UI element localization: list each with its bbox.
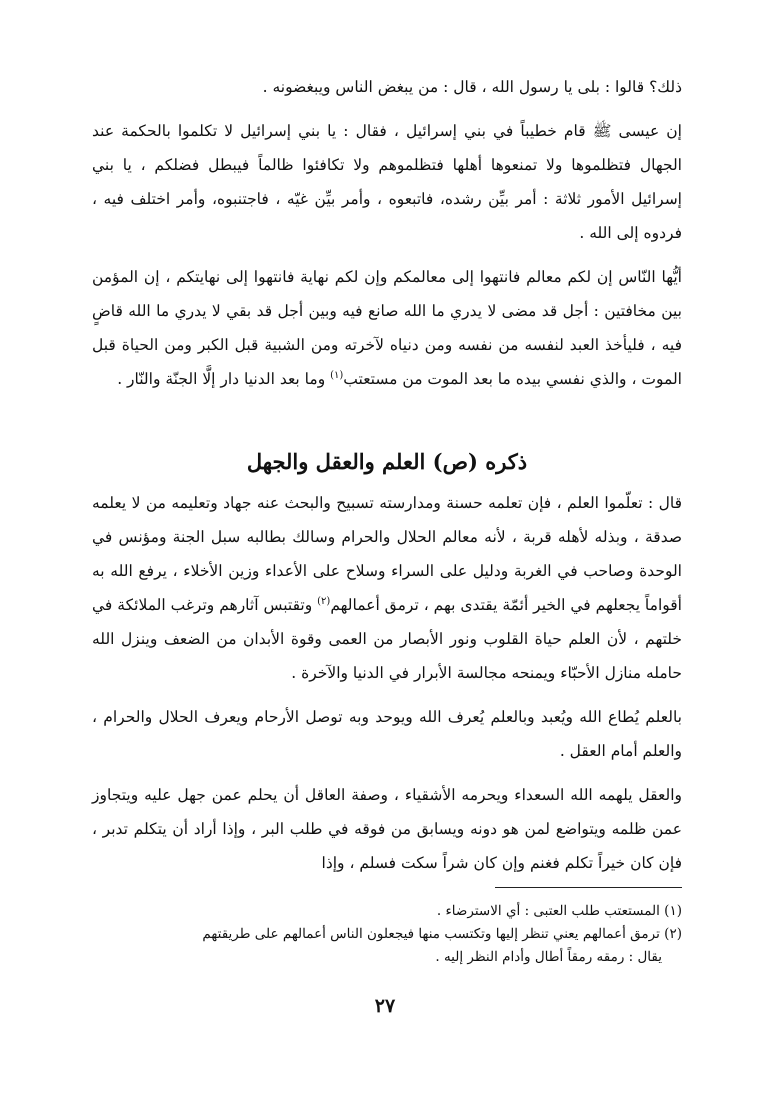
paragraph-people-text-end: وما بعد الدنيا دار إلَّا الجنّة والنّار . [117,370,331,388]
paragraph-obedience: بالعلم يُطاع الله ويُعبد وبالعلم يُعرف الله ويوحد وبه توصل الأرحام ويعرف الحلال والحرام ، والعلم أمام العقل . [92,708,682,760]
paragraph-knowledge-text-end: وتقتبس آثارهم وترغب الملائكة في خلتهم ، لأن العلم حياة القلوب ونور الأبصار من العمى وقوة الأبدان من الضعف وينزل الله حامله منازل الأحبّاء ويمنحه مجالسة الأبرار في الدنيا والآخرة . [92,596,682,682]
footnote-divider [495,887,682,888]
paragraph-knowledge [92,486,682,690]
paragraph-intellect: والعقل يلهمه الله السعداء ويحرمه الأشقياء ، وصفة العاقل أن يحلم عمن جهل عليه ويتجاوز عمن ظلمه ويتواضع لمن هو دونه ويسابق من فوقه في طلب البر ، وإذا أراد أن يتكلم تدبر ، فإن كان خيراً تكلم فغنم وإن كان شراً سكت فسلم ، وإذا [92,786,682,872]
page-number: ٢٧ [374,995,396,1017]
footnote-1 [92,900,682,923]
footnote-1-text: المستعتب طلب العتبى : أي الاسترضاء . [436,903,660,919]
top-text-block [92,70,682,396]
opening-line: ذلك؟ قالوا : بلى يا رسول الله ، قال : من يبغض الناس ويبغضونه . [262,78,682,96]
paragraph-people-landmarks [92,260,682,396]
paragraph-people-text: أيُّها النّاس إن لكم معالم فانتهوا إلى معالمكم وإن لكم نهاية فانتهوا إلى نهايتكم ، إن المؤمن بين مخافتين : أجل قد مضى لا يدري ما الله صانع فيه وبين أجل قد بقي لا يدري ما الله قاضٍ فيه ، فليأخذ العبد لنفسه من نفسه ومن دنياه لآخرته ومن الشبية قبل الكبر ومن الحياة قبل الموت ، والذي نفسي بيده ما بعد الموت من مستعتب [92,268,682,388]
footnote-2 [92,923,682,946]
footnote-ref-2: (٢) [317,595,331,607]
footnote-1-marker: (١) [664,903,682,919]
footnote-2-continuation: يقال : رمقه رمقاً أطال وأدام النظر إليه . [435,949,662,965]
footnote-ref-1: (١) [330,369,344,381]
footnote-2-marker: (٢) [664,926,682,942]
body-text-block [92,486,682,880]
section-heading: ذكره (ص) العلم والعقل والجهل [246,449,528,474]
paragraph-isa-sermon: إن عيسى ﷺ قام خطيباً في بني إسرائيل ، فقال : يا بني إسرائيل لا تكلموا بالحكمة عند الجهال فتظلموها ولا تمنعوها أهلها فتظلموهم ولا تكافئوا ظالماً فيبطل فضلكم ، يا بني إسرائيل الأمور ثلاثة : أمر بيِّن رشده، فاتبعوه ، وأمر بيِّن غيّه ، فاجتنبوه، وأمر اختلف فيه ، فردوه إلى الله . [92,122,682,242]
footnotes [92,900,682,969]
footnote-2-text: ترمق أعمالهم يعني تنظر إليها وتكتسب منها فيجعلون الناس أعمالهم على طريقتهم [202,926,660,942]
paragraph-knowledge-text: قال : تعلّموا العلم ، فإن تعلمه حسنة ومدارسته تسبيح والبحث عنه جهاد وتعليمه من لا يعلمه صدقة ، وبذله لأهله قربة ، لأنه معالم الحلال والحرام وسالك بطالبه سبل الجنة ومؤنس في الوحدة وصاحب في الغربة ودليل على السراء وسلاح على الأعداء وزين الأخلاء ، يرفع الله به أقواماً يجعلهم في الخير أئمّة يقتدى بهم ، ترمق أعمالهم [92,494,682,614]
